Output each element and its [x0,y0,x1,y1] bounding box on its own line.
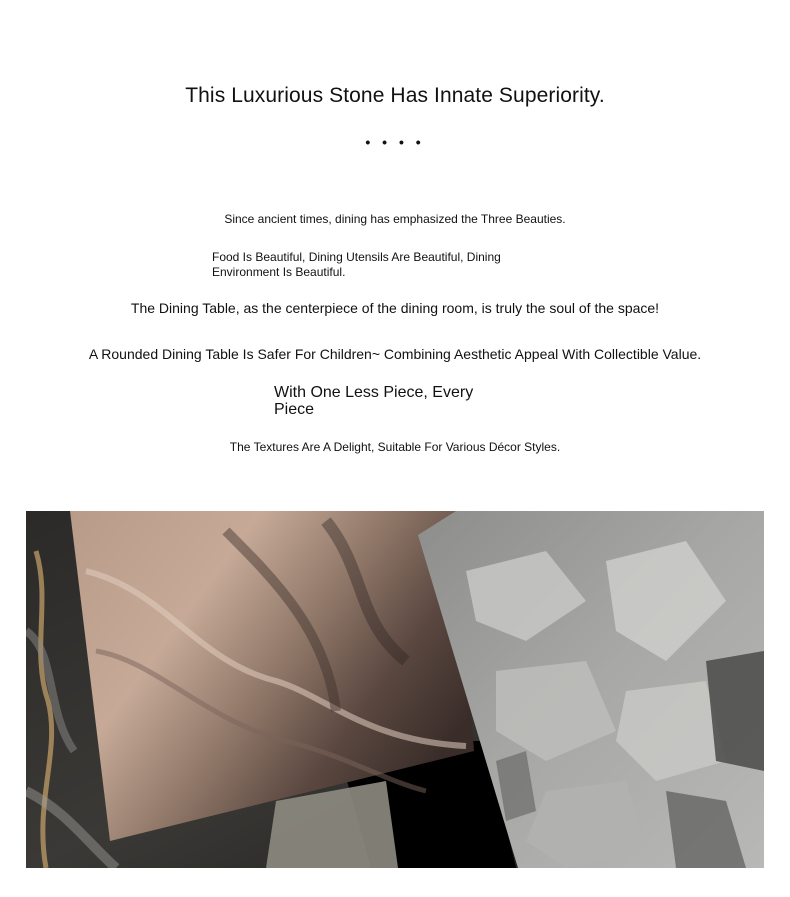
decorative-dots: • • • • [365,134,425,150]
rounded-table-text: A Rounded Dining Table Is Safer For Children~ Combining Aesthetic Appeal With Collectible Value. [88,346,702,362]
marble-slabs-photo [26,511,764,868]
one-less-piece-text: With One Less Piece, Every Piece [274,384,474,418]
headline: This Luxurious Stone Has Innate Superiority. [185,84,605,107]
beauties-text: Food Is Beautiful, Dining Utensils Are Beautiful, Dining Environment Is Beautiful. [212,250,501,279]
textures-text: The Textures Are A Delight, Suitable For Various Décor Styles. [229,440,561,454]
dining-table-soul-text: The Dining Table, as the centerpiece of the dining room, is truly the soul of the space! [130,300,660,316]
intro-text: Since ancient times, dining has emphasized the Three Beauties. [224,212,566,226]
